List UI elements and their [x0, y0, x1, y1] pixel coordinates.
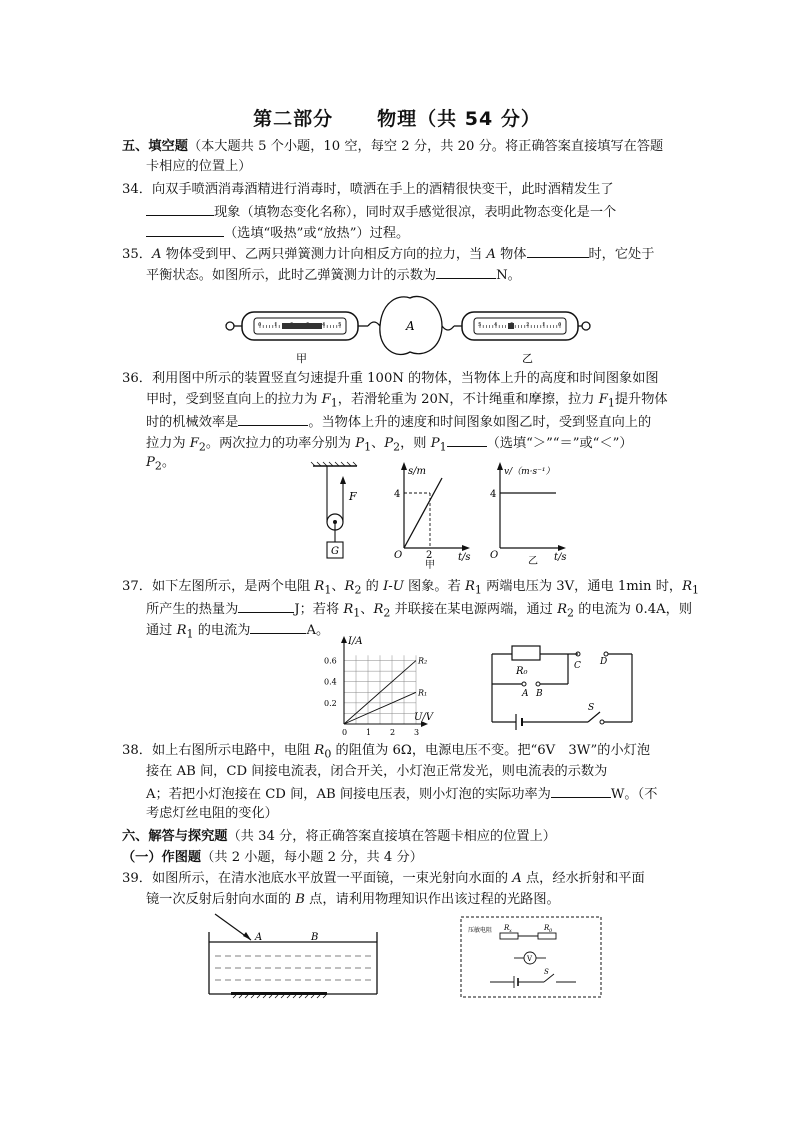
y-axis-arrow	[341, 636, 347, 643]
answer-blank[interactable]	[146, 201, 214, 216]
label-jia: 甲	[296, 352, 307, 365]
title-part: 第二部分	[253, 108, 334, 130]
svg-text:S: S	[588, 703, 595, 713]
svg-text:S: S	[544, 968, 549, 976]
answer-blank[interactable]	[238, 411, 308, 426]
svg-text:V: V	[527, 955, 533, 963]
svg-text:2: 2	[426, 550, 433, 561]
scale-label: 0	[258, 322, 262, 328]
q36-line1: 36．利用图中所示的装置竖直匀速提升重 100N 的物体，当物体上升的高度和时间图象如图	[122, 371, 659, 386]
i-u-ylabel: I/A	[348, 636, 363, 647]
q35-line1: 35．A 物体受到甲、乙两只弹簧测力计向相反方向的拉力，当 A 物体 时，它处于	[122, 243, 682, 265]
q38-line1: 38．如上右图所示电路中，电阻 $R_0$ 的阻值为 6Ω，电源电压不变。把“6V 3W”的小灯泡	[122, 743, 651, 761]
answer-blank[interactable]	[238, 598, 294, 613]
y-tick-label: 0.6	[324, 656, 337, 666]
q38-line2: 接在 AB 间，CD 间接电流表，闭合开关，小灯泡正常发光，则电流表的示数为	[146, 764, 608, 779]
plane-mirror	[231, 992, 327, 995]
scale-label: 4	[322, 322, 326, 328]
svg-text:G: G	[331, 546, 339, 557]
page-title	[0, 104, 794, 131]
svg-text:R: R	[544, 924, 550, 932]
spring-scale-figure	[210, 290, 600, 370]
section6-sub: （一）作图题（共 2 小题，每小题 2 分，共 4 分）	[122, 850, 423, 865]
svg-text:4: 4	[490, 489, 497, 500]
answer-blank[interactable]	[527, 243, 589, 258]
svg-text:A: A	[522, 689, 529, 699]
svg-text:0: 0	[549, 928, 553, 934]
section5-line1: 五、填空题（本大题共 5 个小题，10 空，每空 2 分，共 20 分。将正确答案直接填写在答题	[122, 139, 664, 154]
svg-text:A: A	[255, 932, 263, 943]
svg-text:t/s: t/s	[554, 552, 567, 563]
scale-label: 4	[494, 322, 498, 328]
svg-text:v/（m·s⁻¹）: v/（m·s⁻¹）	[504, 467, 555, 477]
scale-label: 5	[338, 322, 342, 328]
spring-scale-jia	[242, 312, 358, 340]
label-yi: 乙	[522, 352, 533, 365]
svg-text:甲: 甲	[425, 560, 435, 571]
series-label: R₂	[418, 656, 428, 666]
scale-label: 0	[558, 322, 562, 328]
scale-label: 5	[478, 322, 482, 328]
resistor-r0	[512, 646, 540, 660]
title-subject: 物理（共 54 分）	[377, 108, 541, 130]
pulley-figure	[305, 462, 365, 562]
q34-line1: 34．向双手喷洒消毒酒精进行消毒时，喷洒在手上的酒精很快变干，此时酒精发生了	[122, 182, 614, 197]
svg-text:O: O	[490, 550, 499, 561]
section5-line2: 卡相应的位置上）	[146, 159, 252, 174]
svg-text:R: R	[504, 924, 510, 932]
y-tick-label: 0.2	[324, 698, 337, 708]
q35-line2: 平衡状态。如图所示，此时乙弹簧测力计的示数为 N。	[146, 264, 706, 286]
section6-line: 六、解答与探究题（共 34 分，将正确答案直接填在答题卡相应的位置上）	[122, 829, 556, 844]
svg-text:B: B	[536, 689, 543, 699]
answer-blank[interactable]	[551, 783, 611, 798]
svg-text:t/s: t/s	[458, 552, 471, 563]
q36-line3: 时的机械效率是 。当物体上升的速度和时间图象如图乙时，受到竖直向上的	[146, 411, 706, 433]
svg-text:s/m: s/m	[408, 466, 426, 477]
pool-figure	[205, 912, 385, 1002]
q37-line1: 37．如下左图所示，是两个电阻 $R_1$、$R_2$ 的 I-U 图象。若 $R_1$ 两端电压为 3V，通电 1min 时，$R_1$	[122, 579, 700, 597]
q36-line2: 甲时，受到竖直向上的拉力为 $F_1$，若滑轮重为 20N，不计绳重和摩擦，拉力 $F_1$提升物体	[146, 392, 668, 410]
scale-label: 1	[542, 322, 546, 328]
svg-text:乙: 乙	[528, 556, 538, 567]
q39-line1: 39．如图所示，在清水池底水平放置一平面镜，一束光射向水面的 A 点，经水折射和平面	[122, 871, 645, 886]
svg-text:C: C	[574, 661, 581, 671]
svg-text:压敏电阻: 压敏电阻	[468, 927, 493, 934]
x-tick-label: 2	[390, 728, 396, 737]
circuit-diagram-2	[460, 916, 602, 998]
svg-text:4: 4	[394, 489, 401, 500]
svg-text:F: F	[349, 490, 357, 503]
spring-scale-yi	[462, 312, 578, 340]
y-tick-label: 0.4	[324, 677, 337, 687]
circuit-diagram-1	[488, 640, 638, 728]
q38-line3: A；若把小灯泡接在 CD 间，AB 间接电压表，则小灯泡的实际功率为 W。（不	[146, 783, 706, 805]
s-t-line	[404, 478, 442, 548]
series-label: R₁	[418, 688, 428, 698]
svg-text:R₀: R₀	[516, 666, 528, 677]
i-u-chart	[322, 634, 432, 740]
svg-text:A: A	[406, 319, 415, 333]
x-tick-label: 3	[414, 728, 420, 737]
answer-blank[interactable]	[146, 222, 224, 237]
x-tick-label: 0	[342, 728, 348, 737]
answer-blank[interactable]	[250, 619, 306, 634]
answer-blank[interactable]	[447, 432, 487, 447]
x-tick-label: 1	[366, 728, 372, 737]
scale-label: 2	[526, 322, 530, 328]
q37-line3: 通过 $R_1$ 的电流为 A。	[146, 619, 706, 645]
q36-line5: $P_2$。	[146, 455, 176, 473]
svg-text:D: D	[600, 657, 608, 667]
section5-heading: 五、填空题	[122, 139, 188, 154]
q34-line3: （选填“吸热”或“放热”）过程。	[146, 222, 706, 244]
q39-line2: 镜一次反射后射向水面的 B 点，请利用物理知识作出该过程的光路图。	[146, 892, 560, 907]
v-t-graph	[488, 462, 578, 567]
answer-blank[interactable]	[436, 264, 496, 279]
switch-s[interactable]	[588, 712, 600, 722]
svg-text:B: B	[311, 932, 319, 943]
q36-line4: 拉力为 $F_2$。两次拉力的功率分别为 $P_1$、$P_2$，则 $P_1$ （选填“＞”“＝”或“＜”）	[146, 432, 706, 458]
q38-line4: 考虑灯丝电阻的变化）	[146, 806, 278, 821]
q34-line2: 现象（填物态变化名称），同时双手感觉很凉，表明此物态变化是一个	[146, 201, 706, 223]
q37-line2: 所产生的热量为 J；若将 $R_1$、$R_2$ 并联接在某电源两端，通过 $R_2$ 的电流为 0.4A，则	[146, 598, 706, 624]
svg-text:x: x	[509, 928, 512, 934]
svg-text:O: O	[394, 550, 403, 561]
scale-label: 1	[274, 322, 278, 328]
i-u-xlabel: U/V	[414, 712, 434, 723]
s-t-graph	[392, 462, 482, 571]
